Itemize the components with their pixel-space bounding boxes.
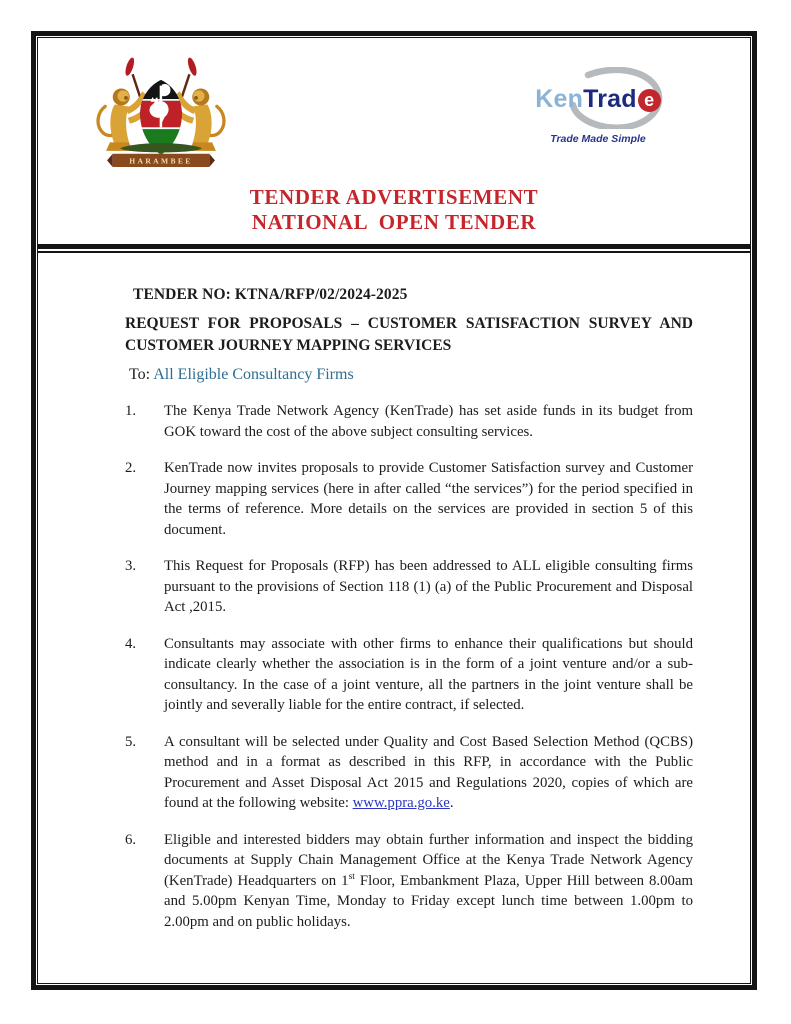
header-divider [38, 244, 750, 253]
to-line [125, 366, 693, 384]
item-number: 2. [125, 460, 137, 476]
tender-number: TENDER NO: KTNA/RFP/02/2024-2025 [133, 286, 408, 303]
item-number: 4. [125, 635, 137, 652]
kentrade-wordmark [528, 85, 668, 114]
text-segment: KenTrade now invites proposals to provide Customer Satisfaction survey and Customer Journey mapping services (here in after called “the services”) for the period specified in the terms of reference. More details on the services are provided in section 5 of this document. [164, 460, 693, 538]
list-item [125, 556, 693, 618]
kentrade-e-badge: e [638, 89, 661, 112]
text-segment: . [449, 795, 454, 811]
kentrade-word-ken: Ken [535, 85, 584, 113]
text-segment: The Kenya Trade Network Agency (KenTrade) has set aside funds in its budget from GOK toward the cost of the above subject consulting services. [164, 403, 693, 440]
list-item [125, 634, 693, 716]
kentrade-tagline: Trade Made Simple [550, 133, 646, 145]
page-inner-frame [37, 37, 751, 984]
list-item [125, 401, 693, 442]
tender-subject: REQUEST FOR PROPOSALS – CUSTOMER SATISFACTION SURVEY AND CUSTOMER JOURNEY MAPPING SERVICES [125, 315, 693, 354]
list-item [125, 458, 693, 540]
text-segment: Consultants may associate with other firms to enhance their qualifications but should indicate clearly whether the association is in the form of a joint venture and/or a sub-consultancy. In the case of a joint venture, all the partners in the joint venture shall be jointly and severally liable for the entire contract, if selected. [164, 635, 693, 713]
item-text [164, 830, 693, 933]
item-text [164, 458, 693, 540]
item-text [164, 401, 693, 442]
text-segment: Floor, Embankment Plaza, Upper Hill between 8.00am and 5.00pm Kenyan Time, Monday to Friday except lunch time between 1.00pm to 2.00pm and on public holidays. [164, 872, 693, 930]
list-item [125, 830, 693, 933]
text-segment: A consultant will be selected under Quality and Cost Based Selection Method (QCBS) method and in a format as described in this RFP, in accordance with the Public Procurement and Asset Disposal Act 2015 and Regulations 2020, copies of which are found at the following website: [164, 733, 693, 811]
item-number: 5. [125, 733, 137, 750]
ordinal-suffix: st [348, 871, 355, 882]
list-item [125, 732, 693, 814]
item-text [164, 634, 693, 716]
item-number: 3. [125, 558, 137, 574]
to-label: To: [129, 366, 151, 383]
page-border-frame [31, 31, 757, 990]
item-number: 1. [125, 403, 137, 419]
kenya-coat-of-arms-icon [90, 57, 232, 171]
title-line-1: TENDER ADVERTISEMENT [249, 185, 539, 209]
page-title [38, 185, 750, 235]
kentrade-logo [528, 67, 668, 147]
kentrade-word-trad: Trad [583, 85, 637, 113]
harambee-motto: HARAMBEE [129, 156, 193, 166]
document-header [38, 38, 750, 171]
text-segment: Eligible and interested bidders may obtain further information and inspect the bidding documents at Supply Chain Management Office at the Kenya Trade Network Agency (KenTrade) Headquarters on 1 [164, 831, 693, 889]
item-number: 6. [125, 831, 137, 848]
to-value: All Eligible Consultancy Firms [153, 366, 354, 383]
item-text [164, 556, 693, 618]
item-text [164, 732, 693, 814]
tender-list [125, 401, 693, 932]
ppra-website-link[interactable]: www.ppra.go.ke [352, 795, 450, 811]
title-line-2: NATIONAL OPEN TENDER [251, 210, 537, 234]
text-segment: This Request for Proposals (RFP) has been addressed to ALL eligible consulting firms pursuant to the provisions of Section 118 (1) (a) of the Public Procurement and Disposal Act ,2015. [164, 558, 693, 615]
document-body [38, 253, 750, 932]
